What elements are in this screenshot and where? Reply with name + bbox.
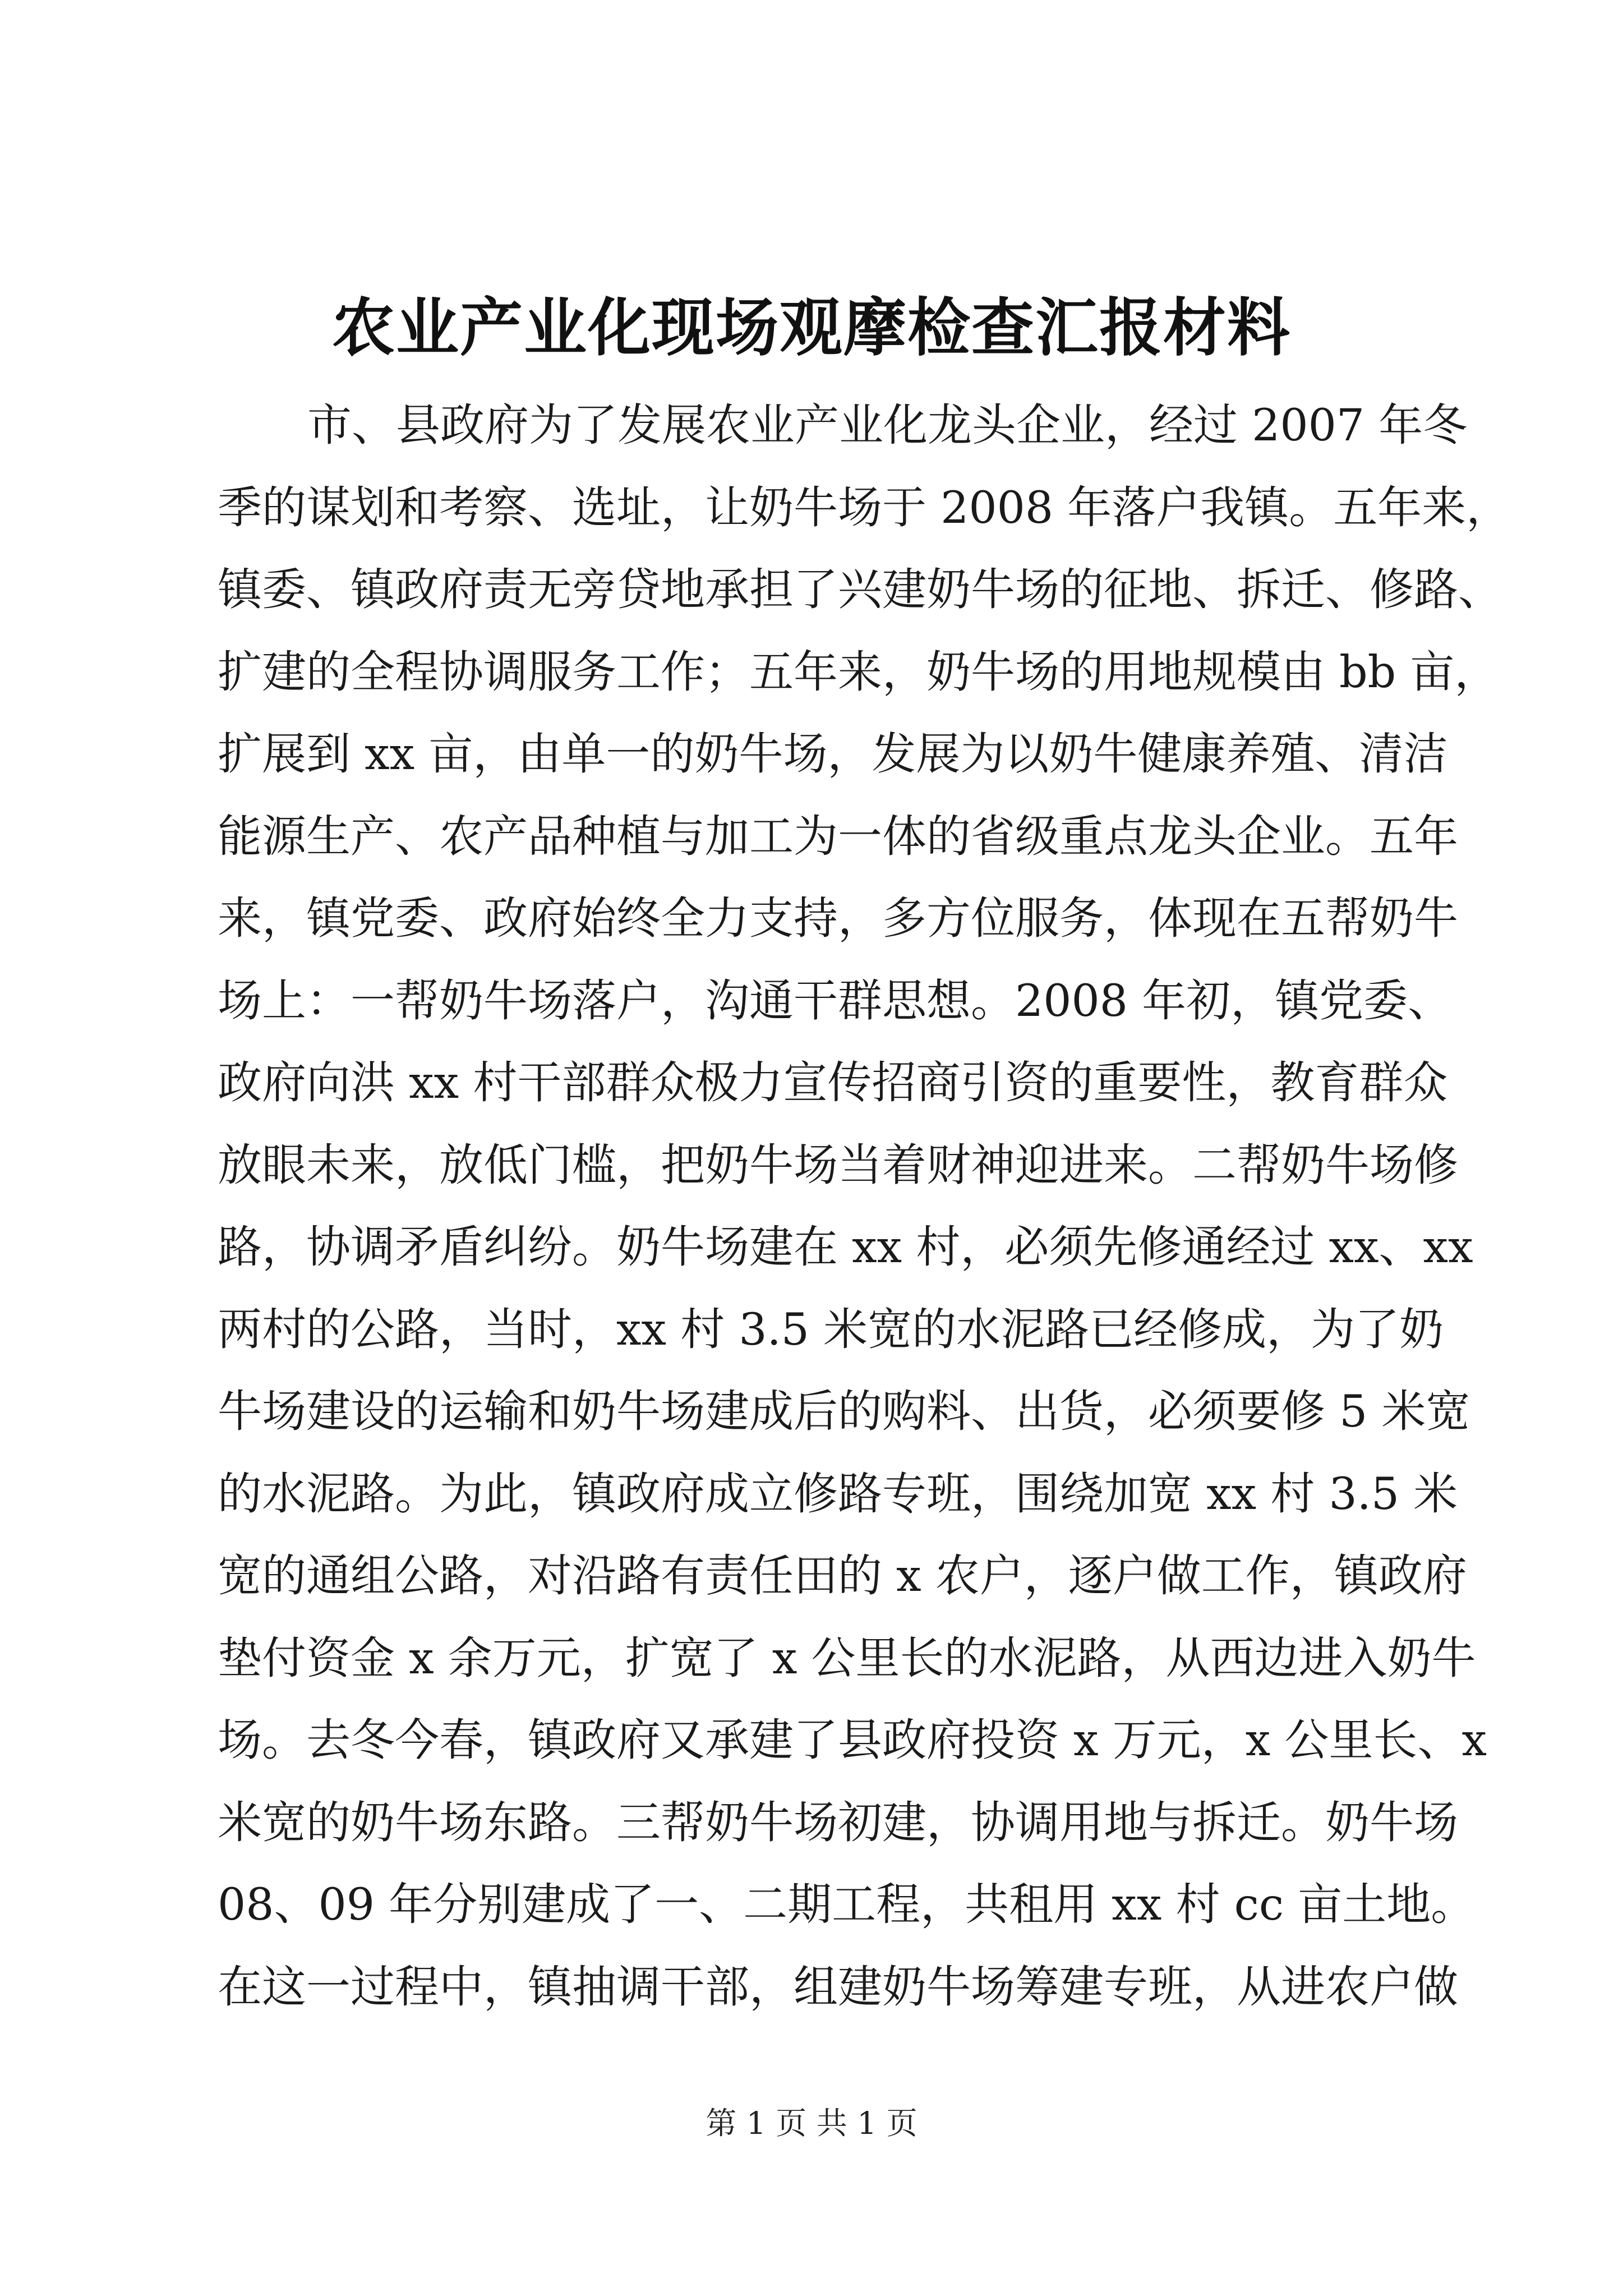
body-line: 扩建的全程协调服务工作；五年来，奶牛场的用地规模由 bb 亩， [218,646,1499,698]
body-line: 镇委、镇政府责无旁贷地承担了兴建奶牛场的征地、拆迁、修路、 [218,564,1502,615]
body-line: 在这一过程中，镇抽调干部，组建奶牛场筹建专班，从进农户做 [218,1961,1458,2013]
body-line: 两村的公路，当时，xx 村 3.5 米宽的水泥路已经修成，为了奶 [218,1303,1444,1355]
body-line: 垫付资金 x 余万元，扩宽了 x 公里长的水泥路，从西边进入奶牛 [218,1632,1476,1684]
body-line: 来，镇党委、政府始终全力支持，多方位服务，体现在五帮奶牛 [218,892,1458,944]
body-line: 季的谋划和考察、选址，让奶牛场于 2008 年落户我镇。五年来， [218,481,1511,533]
body-line: 08、09 年分别建成了一、二期工程，共租用 xx 村 cc 亩土地。 [218,1879,1476,1930]
body-line: 政府向洪 xx 村干部群众极力宣传招商引资的重要性，教育群众 [218,1057,1448,1108]
body-line: 米宽的奶牛场东路。三帮奶牛场初建，协调用地与拆迁。奶牛场 [218,1796,1458,1848]
body-line: 路，协调矛盾纠纷。奶牛场建在 xx 村，必须先修通经过 xx、xx [218,1221,1473,1273]
body-line: 宽的通组公路，对沿路有责任田的 x 农户，逐户做工作，镇政府 [218,1550,1467,1602]
body-line: 场。去冬今春，镇政府又承建了县政府投资 x 万元，x 公里长、x [218,1714,1487,1766]
body-line: 放眼未来，放低门槛，把奶牛场当着财神迎进来。二帮奶牛场修 [218,1139,1458,1191]
body-line: 场上：一帮奶牛场落户，沟通干群思想。2008 年初，镇党委、 [218,974,1453,1027]
document-title: 农业产业化现场观摩检查汇报材料 [332,291,1291,365]
body-line: 扩展到 xx 亩，由单一的奶牛场，发展为以奶牛健康养殖、清洁 [218,728,1448,780]
document-body [218,384,1511,2028]
body-line: 市、县政府为了发展农业产业化龙头企业，经过 2007 年冬 [307,399,1468,451]
body-line: 能源生产、农产品种植与加工为一体的省级重点龙头企业。五年 [218,810,1458,862]
page-footer: 第 1 页 共 1 页 [706,2105,917,2141]
body-line: 的水泥路。为此，镇政府成立修路专班，围绕加宽 xx 村 3.5 米 [218,1467,1458,1520]
body-line: 牛场建设的运输和奶牛场建成后的购料、出货，必须要修 5 米宽 [218,1386,1470,1437]
